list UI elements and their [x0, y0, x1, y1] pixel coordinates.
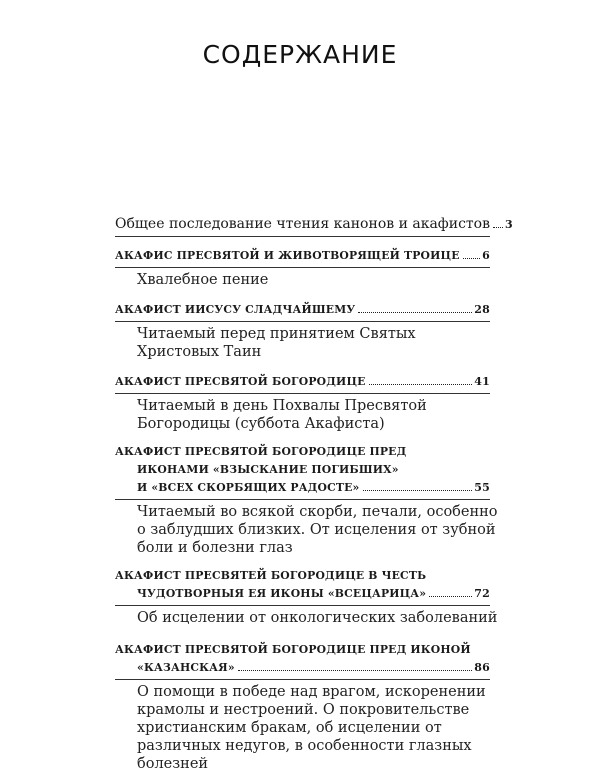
dot-leader — [358, 312, 472, 313]
toc-entry-description — [115, 268, 490, 289]
toc-entry-heading: АКАФИСТ ПРЕСВЯТОЙ БОГОРОДИЦЕ — [115, 375, 366, 388]
toc-entry[interactable] — [115, 373, 490, 433]
dot-leader — [363, 490, 473, 491]
description-line: боли и болезни глаз — [137, 540, 293, 556]
dot-leader — [493, 227, 503, 228]
toc-entry-description — [115, 500, 498, 557]
toc-intro-entry[interactable] — [115, 215, 513, 237]
toc-entry-description — [115, 322, 490, 361]
page-number: 41 — [474, 375, 490, 388]
toc-entry-description — [115, 606, 498, 627]
toc-entry[interactable] — [115, 301, 490, 361]
toc-entry[interactable] — [115, 641, 490, 773]
description-line: болезней — [137, 756, 209, 772]
toc-entry-heading: АКАФИСТ ПРЕСВЯТЕЙ БОГОРОДИЦЕ В ЧЕСТЬ — [115, 569, 427, 582]
dot-leader — [369, 384, 473, 385]
description-line: различных недугов, в особенности глазных — [137, 738, 472, 754]
description-line: Читаемый в день Похвалы Пресвятой — [137, 398, 427, 414]
description-line: Хвалебное пение — [137, 272, 269, 288]
page-number: 55 — [474, 481, 490, 494]
toc-entry-heading: АКАФИС ПРЕСВЯТОЙ И ЖИВОТВОРЯЩЕЙ ТРОИЦЕ — [115, 249, 460, 262]
toc-entry-heading: АКАФИСТ ПРЕСВЯТОЙ БОГОРОДИЦЕ ПРЕД ИКОНОЙ — [115, 643, 471, 656]
description-line: Читаемый во всякой скорби, печали, особенно — [137, 504, 498, 520]
description-line: О помощи в победе над врагом, искоренении — [137, 684, 486, 700]
toc-entry-description — [115, 680, 490, 773]
toc-intro-title: Общее последование чтения канонов и акафистов — [115, 216, 490, 232]
divider — [115, 236, 490, 237]
page-number: 86 — [474, 661, 490, 674]
page-number: 6 — [482, 249, 490, 262]
toc-entry[interactable] — [115, 567, 498, 627]
toc-entry-heading: АКАФИСТ ИИСУСУ СЛАДЧАЙШЕМУ — [115, 303, 356, 316]
toc-entry-heading: И «ВСЕХ СКОРБЯЩИХ РАДОСТЕ» — [137, 481, 360, 494]
description-line: о заблудших близких. От исцеления от зубной — [137, 522, 496, 538]
page-title: СОДЕРЖАНИЕ — [202, 40, 398, 69]
toc-entry-heading: ЧУДОТВОРНЫЯ ЕЯ ИКОНЫ «ВСЕЦАРИЦА» — [137, 587, 427, 600]
description-line: крамолы и нестроений. О покровительстве — [137, 702, 470, 718]
dot-leader — [238, 670, 472, 671]
toc-entry-heading: «КАЗАНСКАЯ» — [137, 661, 235, 674]
description-line: Богородицы (суббота Акафиста) — [137, 416, 385, 432]
toc-entry-heading: АКАФИСТ ПРЕСВЯТОЙ БОГОРОДИЦЕ ПРЕД — [115, 445, 407, 458]
description-line: Читаемый перед принятием Святых — [137, 326, 416, 342]
toc-entry-heading: ИКОНАМИ «ВЗЫСКАНИЕ ПОГИБШИХ» — [137, 463, 399, 476]
page-number: 3 — [505, 218, 513, 231]
description-line: христианским бракам, об исцелении от — [137, 720, 442, 736]
page-number: 28 — [474, 303, 490, 316]
table-of-contents — [115, 215, 513, 773]
toc-entry[interactable] — [115, 247, 490, 289]
description-line: Об исцелении от онкологических заболеваний — [137, 610, 498, 626]
dot-leader — [463, 258, 481, 259]
description-line: Христовых Таин — [137, 344, 262, 360]
page-number: 72 — [474, 587, 490, 600]
toc-entry[interactable] — [115, 443, 498, 557]
dot-leader — [429, 596, 472, 597]
toc-entry-description — [115, 394, 490, 433]
